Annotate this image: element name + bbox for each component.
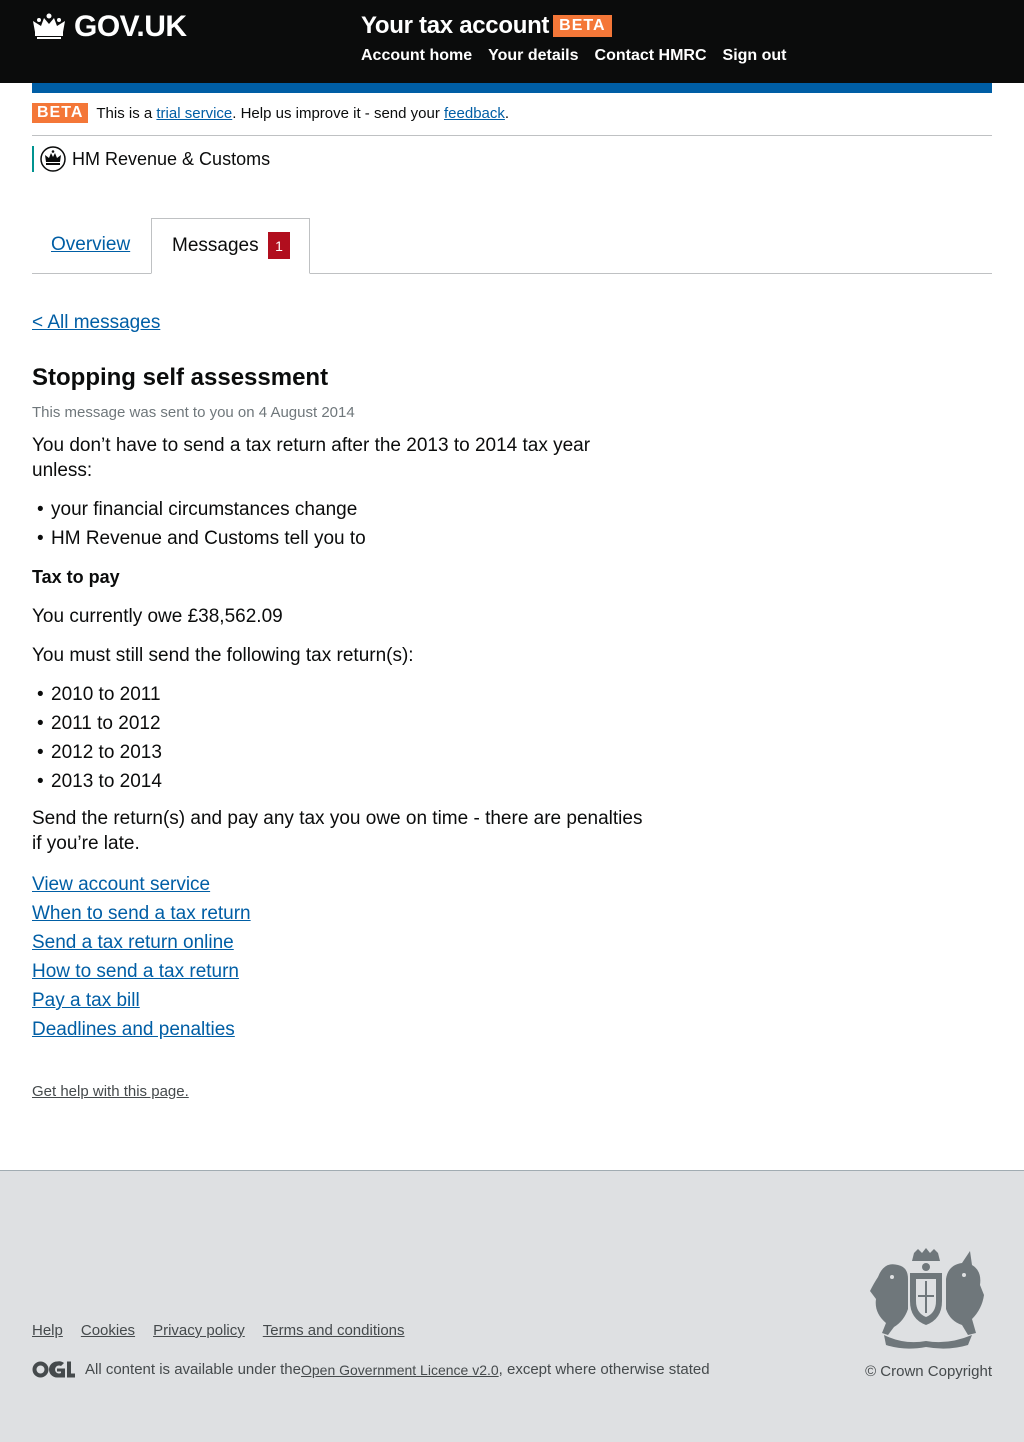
ogl-licence-link[interactable]: Open Government Licence v2.0 xyxy=(300,1361,499,1378)
service-phase-tag: BETA xyxy=(553,15,611,37)
list-item: • 2011 to 2012 xyxy=(32,711,652,736)
conditions-list xyxy=(32,497,652,551)
crown-copyright-link[interactable]: © Crown Copyright xyxy=(865,1363,992,1380)
organisation-logo xyxy=(32,146,270,172)
list-item: • 2013 to 2014 xyxy=(32,769,652,794)
list-item: • 2012 to 2013 xyxy=(32,740,652,765)
get-help-link[interactable]: Get help with this page. xyxy=(32,1083,189,1100)
hmrc-crest-icon xyxy=(40,146,66,172)
feedback-link[interactable]: feedback xyxy=(444,105,505,122)
list-item: • HM Revenue and Customs tell you to xyxy=(32,526,652,551)
phase-text xyxy=(96,103,509,122)
ogl-logo-icon xyxy=(32,1361,75,1378)
tax-years-list xyxy=(32,682,652,794)
amount-owed: You currently owe £38,562.09 xyxy=(32,606,283,627)
deadlines-penalties-link[interactable]: Deadlines and penalties xyxy=(32,1019,235,1040)
site-header xyxy=(0,0,1024,83)
site-footer xyxy=(0,1170,1024,1442)
govuk-logo-link[interactable] xyxy=(32,10,187,44)
header-divider-bar xyxy=(32,83,992,93)
message-title: Stopping self assessment xyxy=(32,364,329,391)
phase-banner xyxy=(32,103,992,136)
phase-text-after: . xyxy=(504,105,510,122)
footer-help-link[interactable]: Help xyxy=(32,1322,63,1339)
view-account-service-link[interactable]: View account service xyxy=(32,874,211,895)
unread-count-badge: 1 xyxy=(268,232,290,259)
how-to-send-link[interactable]: How to send a tax return xyxy=(32,961,239,982)
nav-sign-out[interactable]: Sign out xyxy=(722,47,787,64)
must-send-text: You must still send the following tax return(s): xyxy=(32,645,414,666)
footer-privacy-link[interactable]: Privacy policy xyxy=(153,1322,245,1339)
message-sent-date: This message was sent to you on 4 August 2014 xyxy=(32,404,355,421)
message-content xyxy=(32,312,652,1044)
footer-cookies-link[interactable]: Cookies xyxy=(80,1322,136,1339)
when-to-send-link[interactable]: When to send a tax return xyxy=(32,903,251,924)
related-links xyxy=(32,870,652,1044)
list-item: • 2010 to 2011 xyxy=(32,682,652,707)
pay-tax-bill-link[interactable]: Pay a tax bill xyxy=(32,990,140,1011)
logo-text: GOV.UK xyxy=(74,10,187,43)
message-intro: You don’t have to send a tax return after the 2013 to 2014 tax year unless: xyxy=(32,435,591,481)
trial-service-link[interactable]: trial service xyxy=(156,105,233,122)
licence-text-after: , except where otherwise stated xyxy=(498,1361,710,1378)
phase-tag: BETA xyxy=(32,103,88,123)
penalty-warning: Send the return(s) and pay any tax you owe on time - there are penalties if you’re late. xyxy=(32,808,643,854)
list-item: • your financial circumstances change xyxy=(32,497,652,522)
tab-messages-label: Messages xyxy=(172,235,259,256)
nav-your-details[interactable]: Your details xyxy=(488,47,579,64)
tab-messages[interactable] xyxy=(151,218,310,274)
tab-list xyxy=(32,218,992,274)
nav-account-home[interactable]: Account home xyxy=(361,47,473,64)
tab-overview[interactable]: Overview xyxy=(51,234,131,255)
service-name[interactable]: Your tax account xyxy=(361,12,550,39)
organisation-name: HM Revenue & Customs xyxy=(72,148,271,169)
licence-text-before: All content is available under the xyxy=(85,1361,301,1378)
crown-icon xyxy=(32,12,66,42)
phase-text-middle: . Help us improve it - send your xyxy=(232,105,445,122)
nav-contact-hmrc[interactable]: Contact HMRC xyxy=(594,47,707,64)
licence-statement xyxy=(32,1361,710,1378)
phase-text-before: This is a xyxy=(96,105,157,122)
account-nav xyxy=(361,47,803,65)
send-online-link[interactable]: Send a tax return online xyxy=(32,932,234,953)
footer-terms-link[interactable]: Terms and conditions xyxy=(262,1322,405,1339)
footer-links xyxy=(32,1322,423,1339)
all-messages-back-link[interactable]: < All messages xyxy=(32,312,161,333)
tax-to-pay-heading: Tax to pay xyxy=(32,567,120,587)
royal-coat-of-arms-icon xyxy=(864,1247,992,1351)
service-title xyxy=(361,12,612,40)
